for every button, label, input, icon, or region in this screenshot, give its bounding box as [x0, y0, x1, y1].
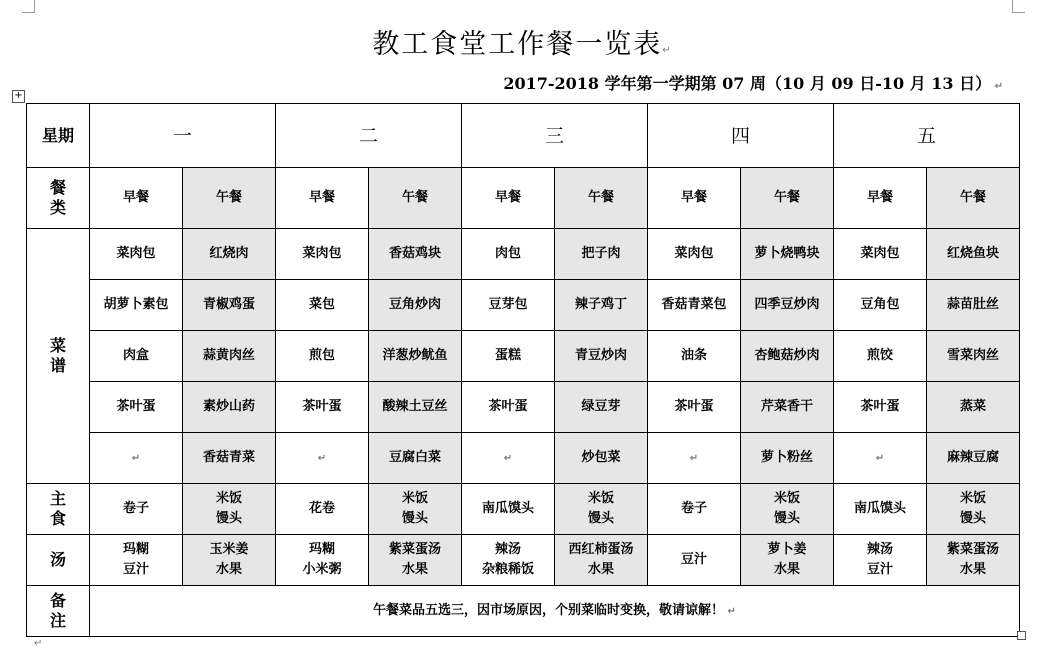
dish-text: 豆芽包 — [488, 297, 528, 312]
weekday-row — [27, 104, 1020, 168]
staple-text: 馒头 — [215, 511, 242, 526]
day-header — [462, 104, 648, 168]
dish-text: 油条 — [680, 348, 707, 363]
staple-row — [27, 484, 1020, 535]
staple-cell — [90, 484, 183, 535]
remark-text: 午餐菜品五选三，因市场原因，个别菜临时变换，敬请谅解！ — [373, 602, 725, 618]
dish-cell — [90, 229, 183, 280]
dish-text: 酸辣土豆丝 — [382, 399, 448, 414]
dish-cell — [834, 229, 927, 280]
soup-cell — [648, 535, 741, 586]
paragraph-mark-icon: ↵ — [131, 452, 141, 464]
dish-cell — [834, 433, 927, 484]
staple-text: 南瓜馍头 — [853, 501, 906, 516]
soup-text: 辣汤 — [494, 542, 521, 557]
dish-text: 菜肉包 — [860, 246, 900, 261]
dish-text: 香菇青菜包 — [661, 297, 727, 312]
soup-text: 水果 — [587, 562, 614, 577]
breakfast-header — [462, 168, 555, 229]
dish-cell — [927, 280, 1020, 331]
dish-cell — [183, 280, 276, 331]
page-title — [0, 22, 1045, 61]
staple-cell — [648, 484, 741, 535]
dish-text: 菜肉包 — [302, 246, 342, 261]
dish-text: 菜包 — [308, 297, 335, 312]
soup-text: 萝卜姜 — [767, 542, 807, 557]
staple-cell — [555, 484, 648, 535]
dish-cell — [834, 382, 927, 433]
dish-cell — [462, 331, 555, 382]
day-text: 三 — [544, 124, 564, 147]
dish-text: 煎包 — [308, 348, 335, 363]
lunch-header — [555, 168, 648, 229]
day-text: 四 — [730, 124, 750, 147]
meal-type-row — [27, 168, 1020, 229]
dish-text: 四季豆炒肉 — [754, 297, 820, 312]
staple-text: 馒头 — [773, 511, 800, 526]
dish-cell — [555, 433, 648, 484]
dish-text: 洋葱炒鱿鱼 — [382, 348, 448, 363]
dish-text: 茶叶蛋 — [674, 399, 714, 414]
staple-cell — [462, 484, 555, 535]
dish-cell — [462, 382, 555, 433]
dish-cell — [927, 433, 1020, 484]
staple-cell — [276, 484, 369, 535]
dish-cell — [555, 382, 648, 433]
staple-label-text: 主食 — [50, 489, 67, 528]
dish-cell — [927, 331, 1020, 382]
staple-cell — [183, 484, 276, 535]
meal-type-text: 早餐 — [122, 190, 149, 205]
dish-text: 香菇青菜 — [202, 450, 255, 465]
menu-row — [27, 433, 1020, 484]
meal-type-text: 早餐 — [494, 190, 521, 205]
dish-cell — [90, 382, 183, 433]
dish-text: 菜肉包 — [674, 246, 714, 261]
staple-text: 馒头 — [587, 511, 614, 526]
day-header — [90, 104, 276, 168]
dish-cell — [555, 331, 648, 382]
soup-cell — [183, 535, 276, 586]
dish-cell — [834, 280, 927, 331]
dish-text: 豆角炒肉 — [388, 297, 441, 312]
staple-text: 卷子 — [122, 501, 149, 516]
paragraph-mark-icon: ↵ — [503, 452, 513, 464]
soup-text: 西红柿蛋汤 — [568, 542, 634, 557]
weekday-label-text: 星期 — [41, 125, 74, 145]
dish-text: 把子肉 — [581, 246, 621, 261]
week-subtitle — [503, 71, 1003, 94]
dish-text: 蛋糕 — [494, 348, 521, 363]
weekday-label — [27, 104, 90, 168]
dish-text: 茶叶蛋 — [488, 399, 528, 414]
paragraph-mark-icon: ↵ — [724, 605, 736, 617]
dish-text: 芹菜香干 — [760, 399, 813, 414]
staple-cell — [741, 484, 834, 535]
dish-cell — [183, 229, 276, 280]
soup-text: 小米粥 — [302, 562, 342, 577]
day-text: 一 — [172, 124, 192, 147]
staple-text: 卷子 — [680, 501, 707, 516]
soup-cell — [276, 535, 369, 586]
table-move-handle-icon[interactable]: + — [12, 90, 25, 103]
soup-cell — [741, 535, 834, 586]
staple-text: 米饭 — [215, 491, 242, 506]
day-text: 五 — [916, 124, 936, 147]
dish-cell — [741, 280, 834, 331]
dish-text: 肉盒 — [122, 348, 149, 363]
staple-text: 米饭 — [773, 491, 800, 506]
soup-text: 辣汤 — [866, 542, 893, 557]
soup-cell — [369, 535, 462, 586]
dish-cell — [927, 382, 1020, 433]
menu-row — [27, 229, 1020, 280]
dish-cell — [90, 280, 183, 331]
dish-cell — [276, 433, 369, 484]
staple-cell — [834, 484, 927, 535]
day-header — [276, 104, 462, 168]
dish-text: 辣子鸡丁 — [574, 297, 627, 312]
dish-cell — [276, 280, 369, 331]
menu-label — [27, 229, 90, 484]
breakfast-header — [648, 168, 741, 229]
dish-cell — [741, 433, 834, 484]
meal-type-text: 午餐 — [587, 190, 614, 205]
soup-text: 豆汁 — [680, 552, 707, 567]
soup-cell — [927, 535, 1020, 586]
soup-cell — [90, 535, 183, 586]
dish-cell — [462, 280, 555, 331]
menu-row — [27, 280, 1020, 331]
dish-cell — [741, 229, 834, 280]
remark-cell — [90, 586, 1020, 637]
dish-text: 绿豆芽 — [581, 399, 621, 414]
dish-text: 红烧鱼块 — [946, 246, 999, 261]
page-corner-top-left — [22, 0, 35, 13]
soup-text: 水果 — [959, 562, 986, 577]
meal-type-text: 午餐 — [959, 190, 986, 205]
subtitle-text: 2017-2018 学年第一学期第 07 周（10 月 09 日-10 月 13 日） — [503, 74, 992, 93]
dish-text: 青豆炒肉 — [574, 348, 627, 363]
menu-table-body — [27, 104, 1020, 637]
soup-cell — [462, 535, 555, 586]
table-resize-handle-icon[interactable] — [1017, 631, 1026, 640]
staple-text: 馒头 — [959, 511, 986, 526]
paragraph-mark-icon: ↵ — [662, 45, 673, 56]
dish-text: 蒜苗肚丝 — [946, 297, 999, 312]
meal-type-text: 早餐 — [866, 190, 893, 205]
soup-text: 水果 — [215, 562, 242, 577]
dish-cell — [369, 331, 462, 382]
dish-cell — [369, 382, 462, 433]
dish-text: 茶叶蛋 — [116, 399, 156, 414]
dish-text: 肉包 — [494, 246, 521, 261]
dish-text: 胡萝卜素包 — [103, 297, 169, 312]
staple-text: 馒头 — [401, 511, 428, 526]
dish-cell — [648, 382, 741, 433]
day-header — [834, 104, 1020, 168]
breakfast-header — [90, 168, 183, 229]
lunch-header — [741, 168, 834, 229]
dish-cell — [648, 229, 741, 280]
staple-label — [27, 484, 90, 535]
soup-label-text: 汤 — [50, 550, 67, 569]
soup-row — [27, 535, 1020, 586]
menu-table — [26, 103, 1020, 637]
dish-cell — [648, 433, 741, 484]
dish-cell — [183, 433, 276, 484]
dish-cell — [741, 331, 834, 382]
dish-cell — [90, 331, 183, 382]
dish-text: 炒包菜 — [581, 450, 621, 465]
dish-text: 杏鲍菇炒肉 — [754, 348, 820, 363]
dish-cell — [462, 433, 555, 484]
soup-text: 豆汁 — [866, 562, 893, 577]
dish-text: 茶叶蛋 — [302, 399, 342, 414]
dish-text: 雪菜肉丝 — [946, 348, 999, 363]
lunch-header — [369, 168, 462, 229]
dish-cell — [834, 331, 927, 382]
meal-label — [27, 168, 90, 229]
dish-cell — [555, 229, 648, 280]
dish-text: 青椒鸡蛋 — [202, 297, 255, 312]
dish-cell — [183, 331, 276, 382]
breakfast-header — [834, 168, 927, 229]
dish-text: 蒜黄肉丝 — [202, 348, 255, 363]
soup-text: 水果 — [773, 562, 800, 577]
dish-cell — [276, 331, 369, 382]
dish-text: 蒸菜 — [959, 399, 986, 414]
page-corner-top-right — [1012, 0, 1025, 13]
dish-cell — [369, 229, 462, 280]
meal-type-text: 午餐 — [401, 190, 428, 205]
soup-text: 杂粮稀饭 — [481, 562, 534, 577]
meal-label-text: 餐类 — [50, 178, 67, 217]
dish-cell — [276, 229, 369, 280]
meal-type-text: 早餐 — [308, 190, 335, 205]
dish-cell — [369, 280, 462, 331]
dish-cell — [648, 280, 741, 331]
breakfast-header — [276, 168, 369, 229]
day-header — [648, 104, 834, 168]
dish-text: 萝卜粉丝 — [760, 450, 813, 465]
staple-text: 南瓜馍头 — [481, 501, 534, 516]
meal-type-text: 早餐 — [680, 190, 707, 205]
meal-type-text: 午餐 — [215, 190, 242, 205]
soup-cell — [834, 535, 927, 586]
soup-text: 水果 — [401, 562, 428, 577]
menu-row — [27, 382, 1020, 433]
paragraph-mark-icon: ↵ — [991, 81, 1003, 92]
staple-cell — [927, 484, 1020, 535]
dish-cell — [741, 382, 834, 433]
dish-text: 香菇鸡块 — [388, 246, 441, 261]
soup-text: 玛糊 — [122, 542, 149, 557]
dish-cell — [462, 229, 555, 280]
dish-text: 豆角包 — [860, 297, 900, 312]
dish-cell — [276, 382, 369, 433]
paragraph-mark-icon: ↵ — [34, 638, 43, 649]
dish-cell — [927, 229, 1020, 280]
paragraph-mark-icon: ↵ — [317, 452, 327, 464]
lunch-header — [927, 168, 1020, 229]
dish-text: 茶叶蛋 — [860, 399, 900, 414]
dish-text: 素炒山药 — [202, 399, 255, 414]
title-text: 教工食堂工作餐一览表 — [372, 29, 663, 60]
soup-label — [27, 535, 90, 586]
remark-row — [27, 586, 1020, 637]
dish-cell — [183, 382, 276, 433]
remark-label-text: 备注 — [50, 591, 67, 630]
paragraph-mark-icon: ↵ — [689, 452, 699, 464]
paragraph-mark-icon: ↵ — [875, 452, 885, 464]
soup-text: 玛糊 — [308, 542, 335, 557]
dish-text: 豆腐白菜 — [388, 450, 441, 465]
remark-label — [27, 586, 90, 637]
menu-row — [27, 331, 1020, 382]
dish-cell — [369, 433, 462, 484]
dish-text: 麻辣豆腐 — [946, 450, 999, 465]
staple-text: 米饭 — [959, 491, 986, 506]
lunch-header — [183, 168, 276, 229]
dish-text: 菜肉包 — [116, 246, 156, 261]
dish-text: 红烧肉 — [209, 246, 249, 261]
soup-cell — [555, 535, 648, 586]
dish-cell — [90, 433, 183, 484]
dish-text: 煎饺 — [866, 348, 893, 363]
soup-text: 紫菜蛋汤 — [388, 542, 441, 557]
dish-cell — [555, 280, 648, 331]
day-text: 二 — [358, 124, 378, 147]
soup-text: 玉米姜 — [209, 542, 249, 557]
dish-text: 萝卜烧鸭块 — [754, 246, 820, 261]
staple-text: 米饭 — [401, 491, 428, 506]
menu-label-text: 菜谱 — [50, 336, 67, 375]
soup-text: 豆汁 — [122, 562, 149, 577]
staple-cell — [369, 484, 462, 535]
dish-cell — [648, 331, 741, 382]
staple-text: 花卷 — [308, 501, 335, 516]
soup-text: 紫菜蛋汤 — [946, 542, 999, 557]
meal-type-text: 午餐 — [773, 190, 800, 205]
staple-text: 米饭 — [587, 491, 614, 506]
